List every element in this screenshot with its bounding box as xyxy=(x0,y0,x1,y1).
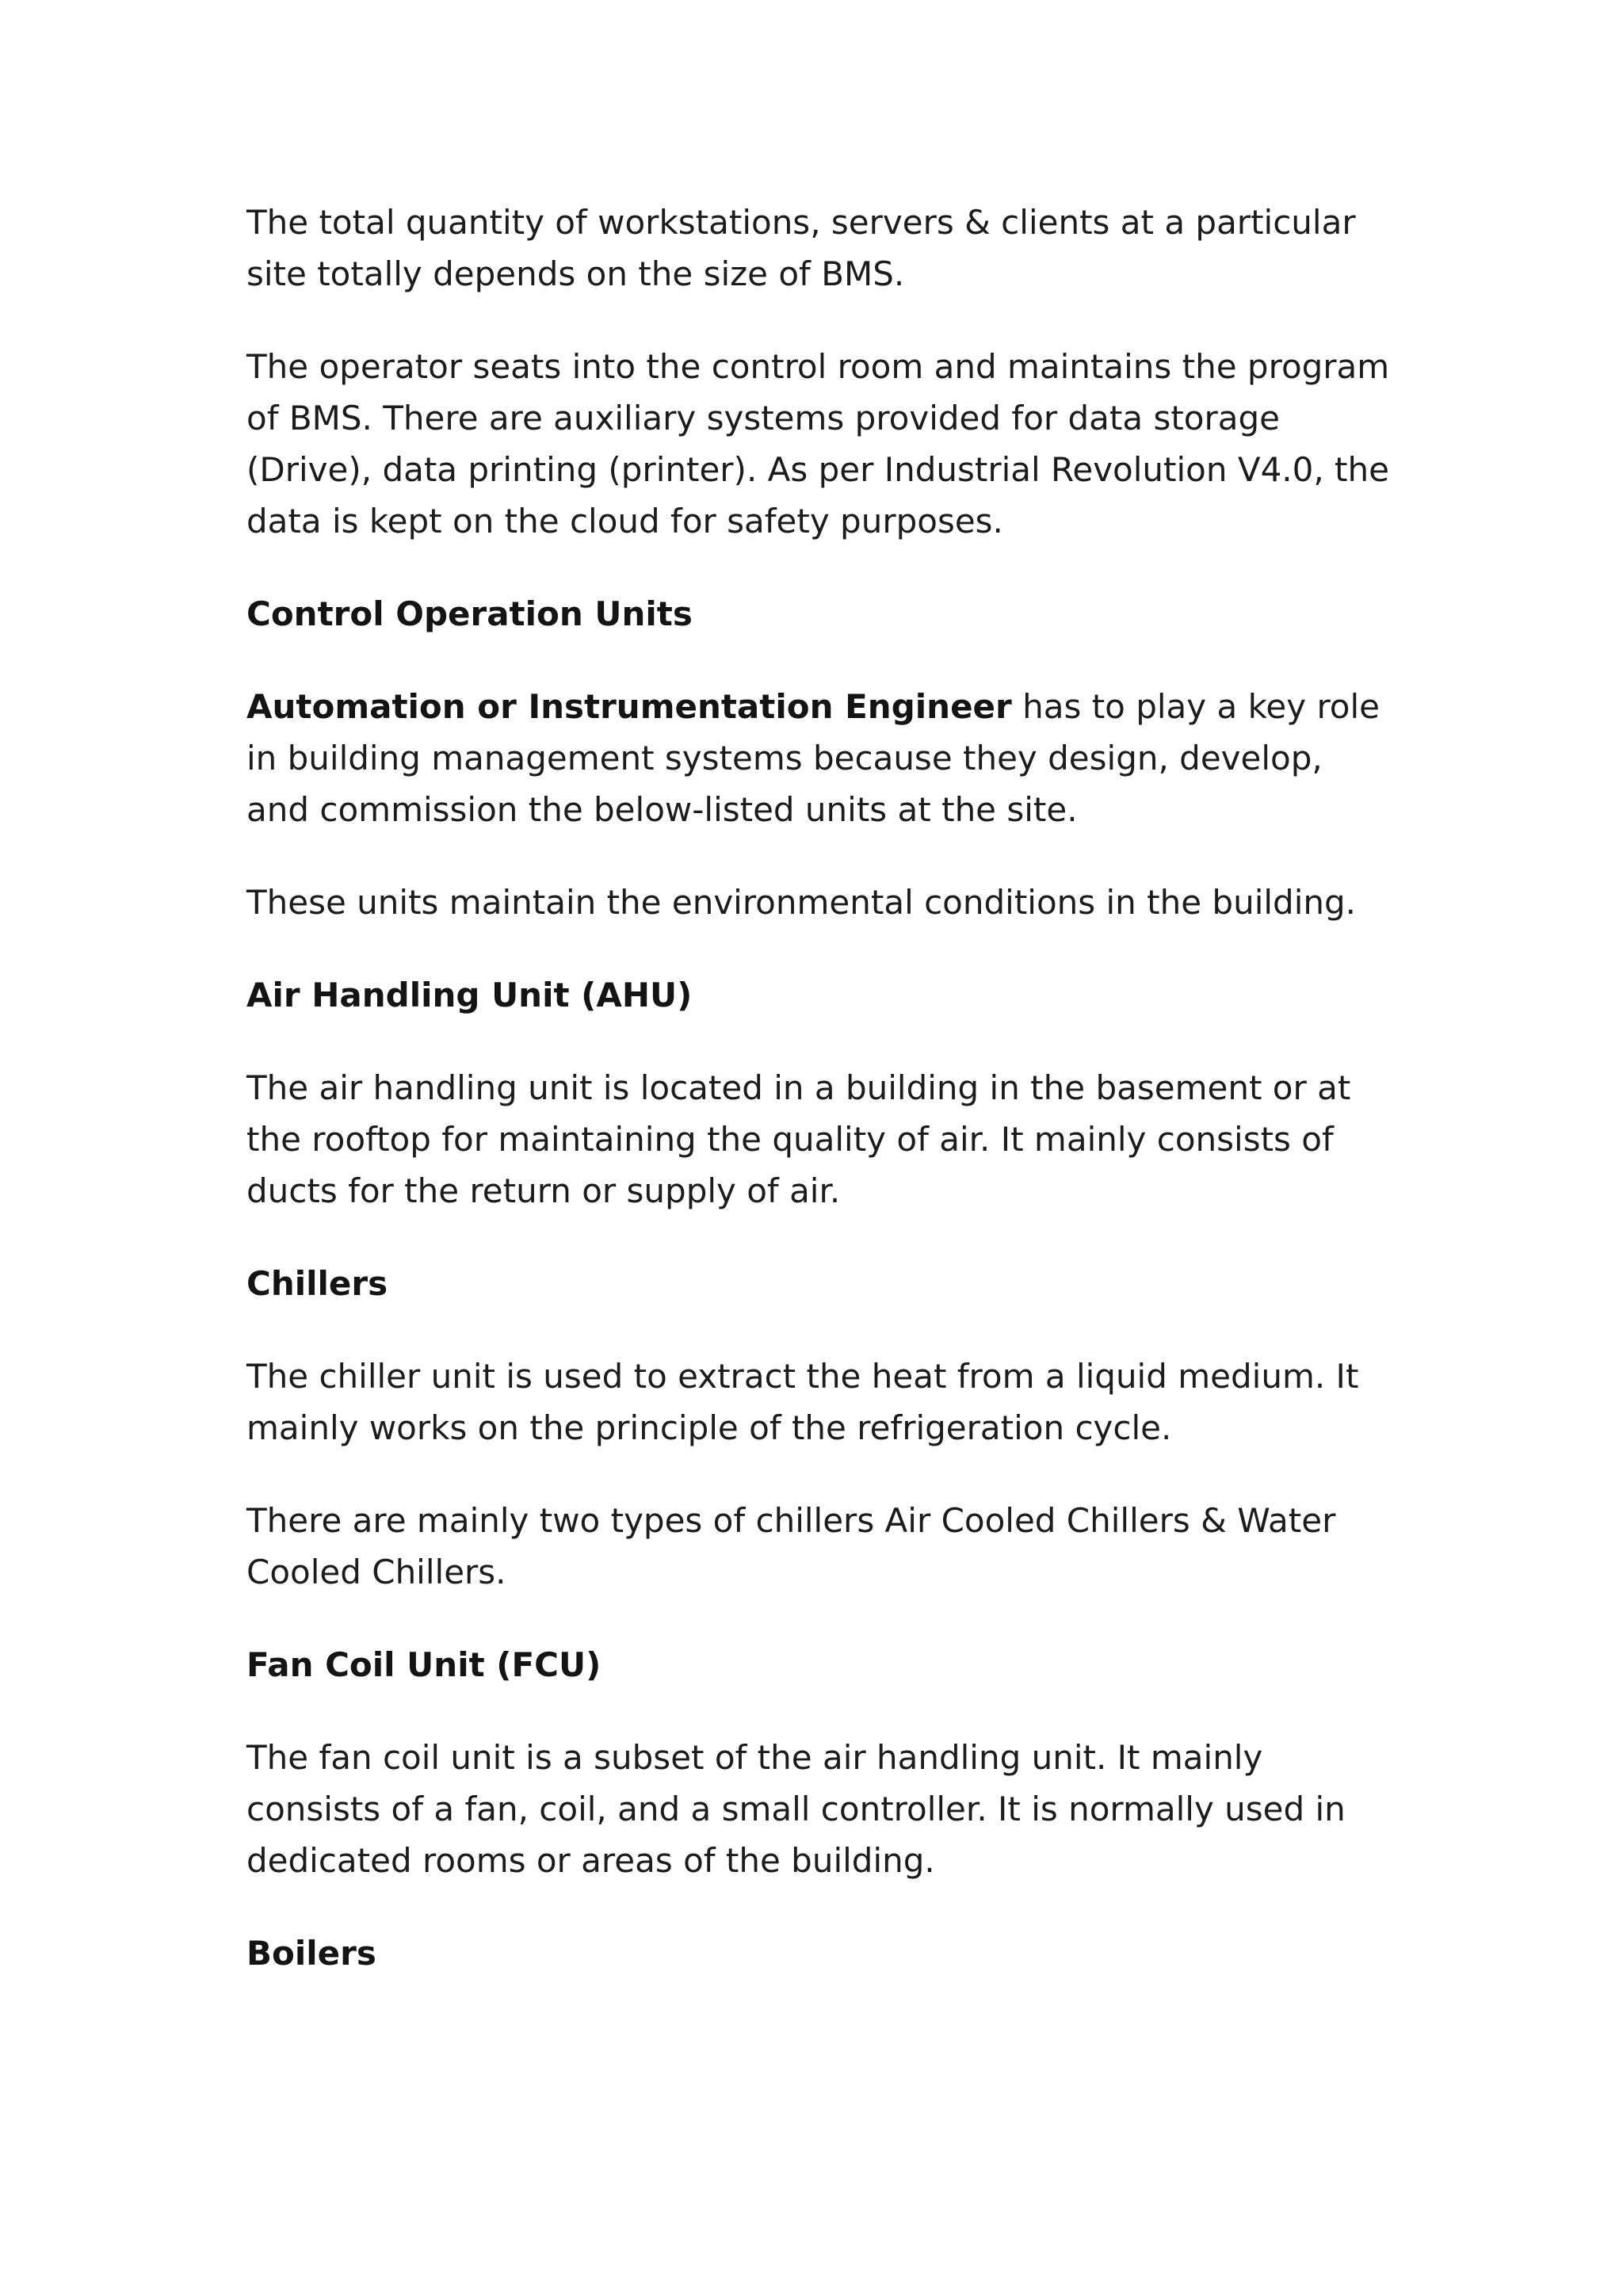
engineer-description: has to play a key role in building management systems because they design, develop, and commission the below-listed units at the site. xyxy=(246,687,1381,829)
paragraph-chiller-unit: The chiller unit is used to extract the heat from a liquid medium. It mainly works on the principle of the refrigeration cycle. xyxy=(246,1357,1359,1447)
heading-control-operation-units: Control Operation Units xyxy=(246,594,693,633)
heading-boilers: Boilers xyxy=(246,1934,376,1973)
heading-air-handling-unit: Air Handling Unit (AHU) xyxy=(246,976,693,1014)
document-body xyxy=(246,197,1396,2020)
heading-chillers: Chillers xyxy=(246,1264,388,1303)
paragraph-air-handling-unit: The air handling unit is located in a building in the basement or at the rooftop for maintaining the quality of air. It mainly consists of ducts for the return or supply of air. xyxy=(246,1068,1351,1210)
heading-fan-coil-unit: Fan Coil Unit (FCU) xyxy=(246,1645,601,1684)
paragraph-engineer xyxy=(246,681,1396,835)
engineer-bold-term: Automation or Instrumentation Engineer xyxy=(246,687,1012,726)
paragraph-operator: The operator seats into the control room and maintains the program of BMS. There are auxiliary systems provided for data storage (Drive), data printing (printer). As per Industrial Revolution V4.0, the data is kept on the cloud for safety purposes. xyxy=(246,347,1390,541)
paragraph-chiller-types: There are mainly two types of chillers Air Cooled Chillers & Water Cooled Chillers. xyxy=(246,1501,1336,1591)
paragraph-units-environment: These units maintain the environmental conditions in the building. xyxy=(246,883,1357,922)
paragraph-workstations: The total quantity of workstations, servers & clients at a particular site totally depends on the size of BMS. xyxy=(246,203,1356,293)
paragraph-fan-coil-unit: The fan coil unit is a subset of the air handling unit. It mainly consists of a fan, coil, and a small controller. It is normally used in dedicated rooms or areas of the building. xyxy=(246,1738,1346,1880)
